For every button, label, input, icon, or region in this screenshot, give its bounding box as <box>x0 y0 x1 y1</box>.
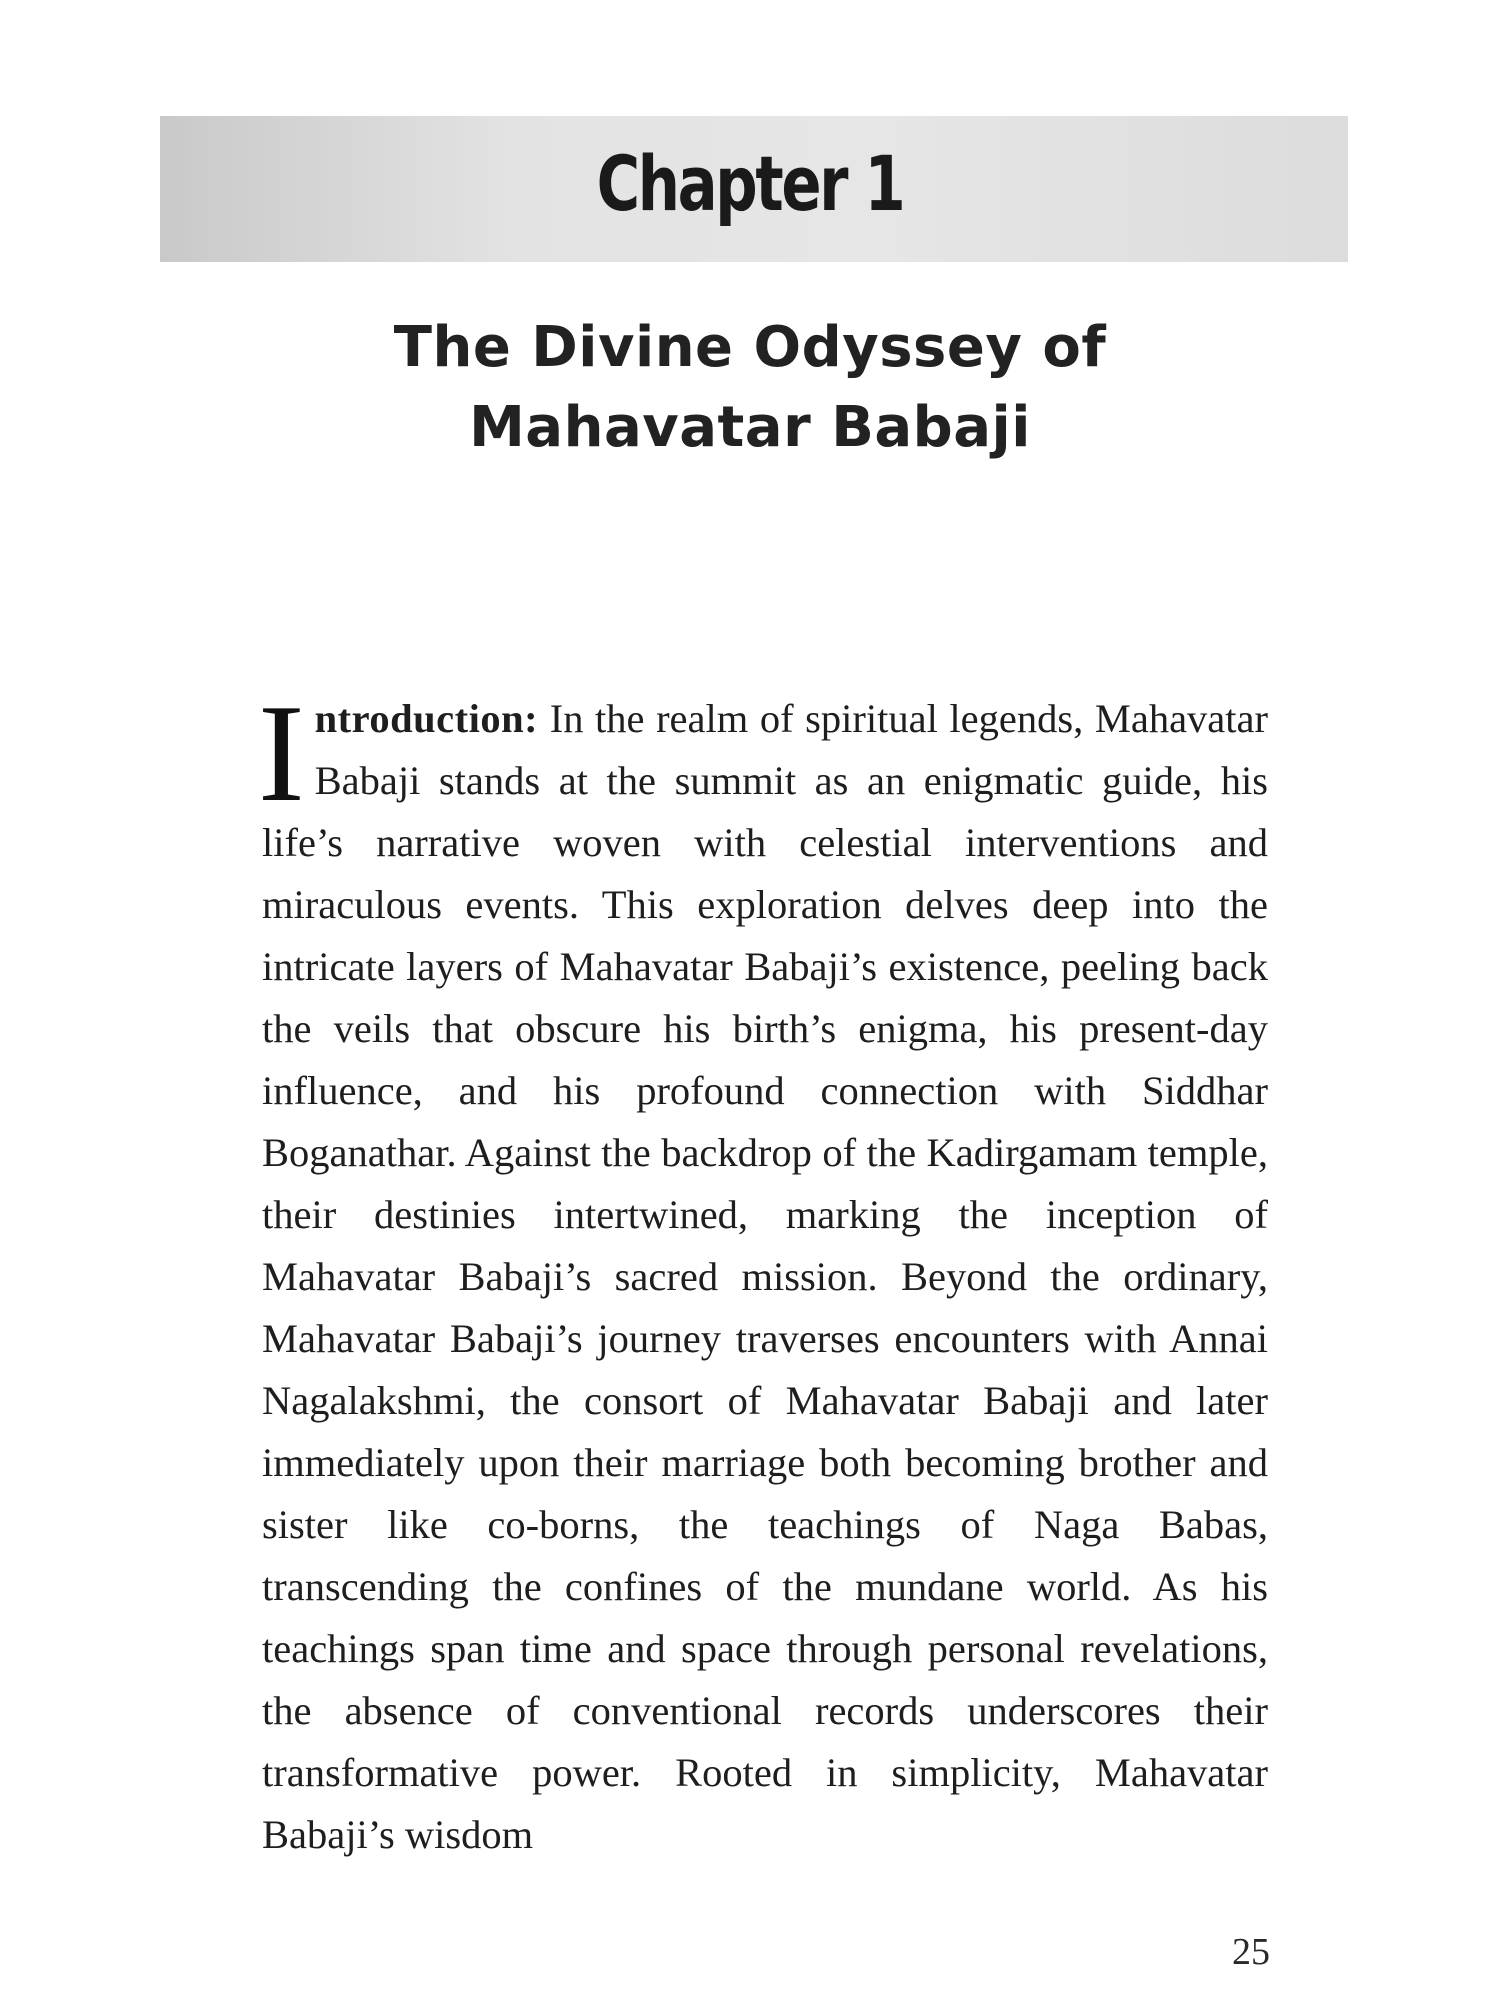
chapter-label: Chapter 1 <box>596 139 904 228</box>
body-paragraph <box>258 676 1268 1866</box>
lead-in-heading: ntroduction: <box>314 696 539 741</box>
paragraph-text: In the realm of spiritual legends, Mahavatar Babaji stands at the summit as an enigmatic guide, his life’s narrative woven with celestial interventions and miraculous events. This exploration delves deep into the intricate layers of Mahavatar Babaji’s existence, peeling back the veils that obscure his birth’s enigma, his present-day influence, and his profound connection with Siddhar Boganathar. Against the backdrop of the Kadirgamam temple, their destinies intertwined, marking the inception of Mahavatar Babaji’s sacred mission. Beyond the ordinary, Mahavatar Babaji’s journey traverses encounters with Annai Nagalakshmi, the consort of Mahavatar Babaji and later immediately upon their marriage both becoming brother and sister like co-borns, the teachings of Naga Babas, transcending the confines of the mundane world. As his teachings span time and space through personal revelations, the absence of conventional records underscores their transformative power. Rooted in simplicity, Mahavatar Babaji’s wisdom <box>262 696 1268 1857</box>
chapter-title-line-1: The Divine Odyssey of <box>393 315 1107 380</box>
drop-cap: I <box>258 676 305 831</box>
chapter-title <box>0 308 1500 468</box>
page-number: 25 <box>1232 1931 1270 1973</box>
chapter-title-line-2: Mahavatar Babaji <box>469 395 1031 460</box>
